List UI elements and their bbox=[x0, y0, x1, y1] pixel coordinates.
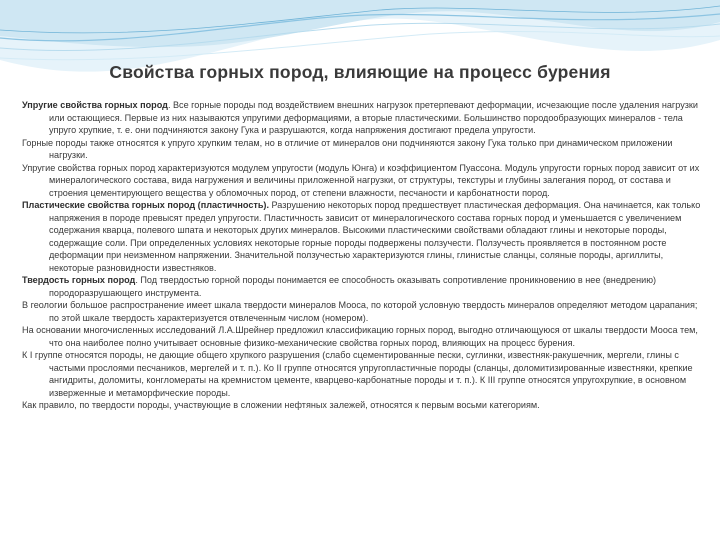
paragraph-heading: Твердость горных пород bbox=[22, 275, 136, 285]
paragraph-text: В геологии большое распространение имеет шкала твердости минералов Мооса, по которой условную твердость минералов определяют методом царапания; по этой шкале твердость характеризуется отвлеченным числом (номером). bbox=[22, 300, 698, 323]
wave-decoration bbox=[0, 0, 720, 110]
paragraph-hardness bbox=[22, 274, 702, 299]
paragraph-elastic-properties bbox=[22, 99, 702, 137]
paragraph-brittle-rocks bbox=[22, 137, 702, 162]
paragraph-text: К I группе относятся породы, не дающие общего хрупкого разрушения (слабо сцементированные пески, суглинки, известняк-ракушечник, мергели, глины с частыми прослоями песчаников, мергелей и т. п.). Ко II группе относятся упругопластичные породы (сланцы, доломитизированные известняки, крепкие ангидриты, доломиты, конгломераты на кремнистом цементе, кварцево-карбонатные породы и т. п.). К III группе относятся упругохрупкие, в основном изверженные и метаморфические породы. bbox=[22, 350, 693, 398]
paragraph-text: . Под твердостью горной породы понимается ее способность оказывать сопротивление проникновению в нее (внедрению) породоразрушающего инструмента. bbox=[49, 275, 657, 298]
paragraph-plastic-properties bbox=[22, 199, 702, 274]
paragraph-heading: Пластические свойства горных пород (пластичность). bbox=[22, 200, 269, 210]
paragraph-rock-groups bbox=[22, 349, 702, 399]
paragraph-oil-reservoir-rocks bbox=[22, 399, 702, 412]
paragraph-text: Горные породы также относятся к упруго хрупким телам, но в отличие от минералов они подчиняются закону Гука только при динамическом приложении нагрузки. bbox=[22, 137, 673, 160]
paragraph-shreiner-classification bbox=[22, 324, 702, 349]
slide-body bbox=[22, 99, 702, 412]
paragraph-text: Как правило, по твердости породы, участвующие в сложении нефтяных залежей, относятся к первым восьми категориям. bbox=[22, 400, 540, 410]
paragraph-elastic-modulus bbox=[22, 162, 702, 200]
paragraph-text: Упругие свойства горных пород характеризуются модулем упругости (модуль Юнга) и коэффициентом Пуассона. Модуль упругости горных пород зависит от их минералогического состава, вида нагружения и величины приложенной нагрузки, от структуры, текстуры и глубины залегания пород, от состава и строения цементирующего вещества у обломочных пород, от степени влажности, песчаности и карбонатности пород. bbox=[22, 162, 700, 198]
slide-title: Свойства горных пород, влияющие на процесс бурения bbox=[109, 62, 611, 82]
paragraph-mohs-scale bbox=[22, 299, 702, 324]
paragraph-text: . Все горные породы под воздействием внешних нагрузок претерпевают деформации, исчезающие после удаления нагрузки или остающиеся. Первые из них называются упругими деформациями, а вторые пластическими. Большинство породообразующих минералов - тела упруго хрупкие, т. е. они подчиняются закону Гука и разрушаются, когда напряжения достигают предела упругости. bbox=[49, 100, 698, 135]
paragraph-text: На основании многочисленных исследований Л.А.Шрейнер предложил классификацию горных пород, выгодно отличающуюся от шкалы твердости Мооса тем, что она наиболее полно учитывает основные физико-механические свойства горных пород, влияющих на процесс бурения. bbox=[22, 325, 698, 348]
paragraph-heading: Упругие свойства горных пород bbox=[22, 100, 168, 110]
paragraph-text: Разрушению некоторых пород предшествует пластическая деформация. Она начинается, как только напряжения в породе превысят предел упругости. Пластичность зависит от минералогического состава горных пород и уменьшается с увеличением содержания кварца, полевого шпата и некоторых других минералов. Высокими пластическими свойствами обладают глины и некоторые породы, содержащие соли. При определенных условиях некоторые горные породы подвержены ползучести. Ползучесть проявляется в постоянном росте деформации при неизменном напряжении. Значительной ползучестью характеризуются глины, глинистые сланцы, соляные породы, аргиллиты, некоторые разновидности известняков. bbox=[49, 200, 701, 273]
